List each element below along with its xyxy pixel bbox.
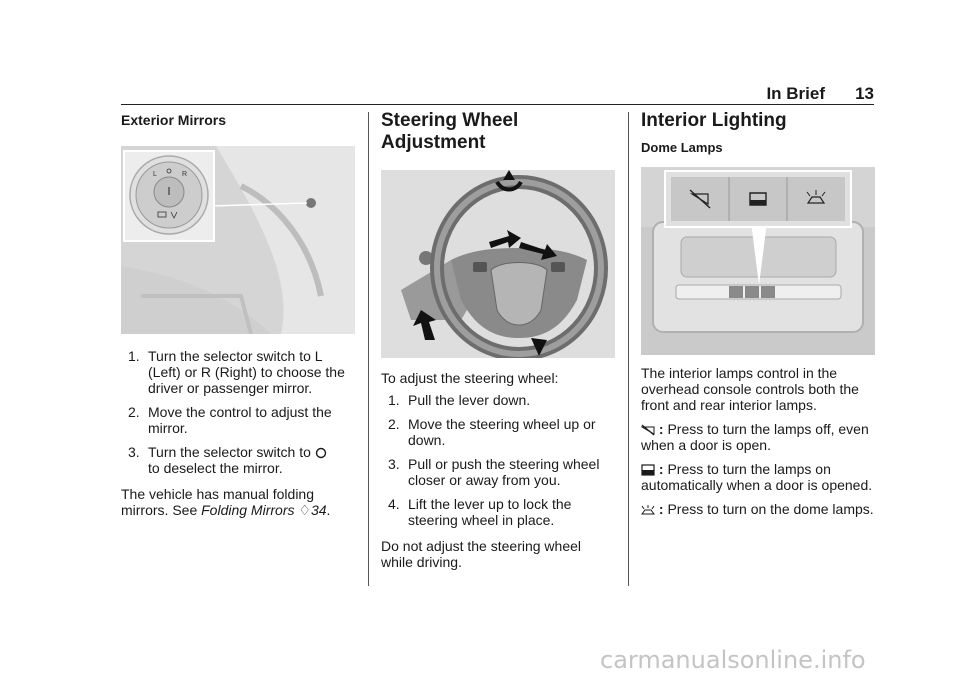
column-divider — [368, 112, 369, 586]
list-item: 4. Lift the lever up to lock the steering wheel in place. — [388, 496, 572, 528]
section-heading: Exterior Mirrors — [121, 112, 227, 128]
watermark: carmanualsonline.info — [600, 646, 866, 674]
dome-on-description: : Press to turn on the dome lamps. — [641, 501, 875, 517]
header-rule — [121, 104, 874, 105]
steering-steps — [381, 392, 615, 528]
mirror-left-label: L — [153, 171, 157, 178]
section-heading: Interior Lighting — [641, 110, 787, 131]
mirror-steps — [121, 348, 355, 476]
page-ref-icon: ♢ — [298, 502, 311, 518]
page-reference[interactable]: 34 — [310, 502, 327, 518]
column-divider — [628, 112, 629, 586]
dome-lamp-illustration — [641, 167, 875, 355]
steering-warning: Do not adjust the steering wheel while driving. — [381, 538, 582, 570]
steering-intro: To adjust the steering wheel: — [381, 370, 559, 386]
folding-mirrors-link[interactable]: Folding Mirrors — [201, 502, 295, 518]
mirror-control-illustration — [121, 146, 355, 334]
steering-wheel-drawing — [381, 170, 615, 358]
mirror-switch-drawing — [121, 146, 355, 334]
page-header — [0, 0, 960, 106]
section-heading-line2: Adjustment — [381, 132, 486, 153]
dome-on-icon — [641, 504, 655, 516]
list-item: 1. Pull the lever down. — [388, 392, 531, 408]
list-item: 3. Turn the selector switch to to deselect the mirror. — [121, 444, 355, 476]
interior-lighting-section — [641, 110, 875, 517]
list-item: 2. Move the control to adjust the mirror. — [128, 404, 332, 436]
overhead-console-drawing — [641, 167, 875, 355]
list-item: 2. Move the steering wheel up or down. — [388, 416, 596, 448]
off-position-icon — [315, 447, 327, 459]
list-item: 1. Turn the selector switch to L (Left) or R (Right) to choose the driver or passenger mirror. — [128, 348, 345, 396]
list-item: 3. Pull or push the steering wheel closer or away from you. — [388, 456, 600, 488]
page-number: 13 — [855, 84, 874, 103]
steering-wheel-illustration — [381, 170, 615, 358]
steering-wheel-section — [381, 110, 615, 570]
door-lamp-description: : Press to turn the lamps on automatically when a door is opened. — [641, 461, 873, 493]
lamp-off-description: : Press to turn the lamps off, even when a door is open. — [641, 421, 869, 453]
lamp-off-icon — [641, 424, 655, 436]
mirror-right-label: R — [182, 171, 188, 178]
folding-mirrors-note: The vehicle has manual folding mirrors. See Folding Mirrors ♢34. — [121, 486, 331, 518]
section-title: In Brief — [766, 84, 825, 103]
subsection-heading: Dome Lamps — [641, 140, 723, 155]
section-heading-line1: Steering Wheel — [381, 110, 519, 131]
door-lamp-icon — [641, 464, 655, 476]
lighting-intro: The interior lamps control in the overhead console controls both the front and rear interior lamps. — [641, 365, 859, 413]
exterior-mirrors-section — [121, 110, 355, 518]
